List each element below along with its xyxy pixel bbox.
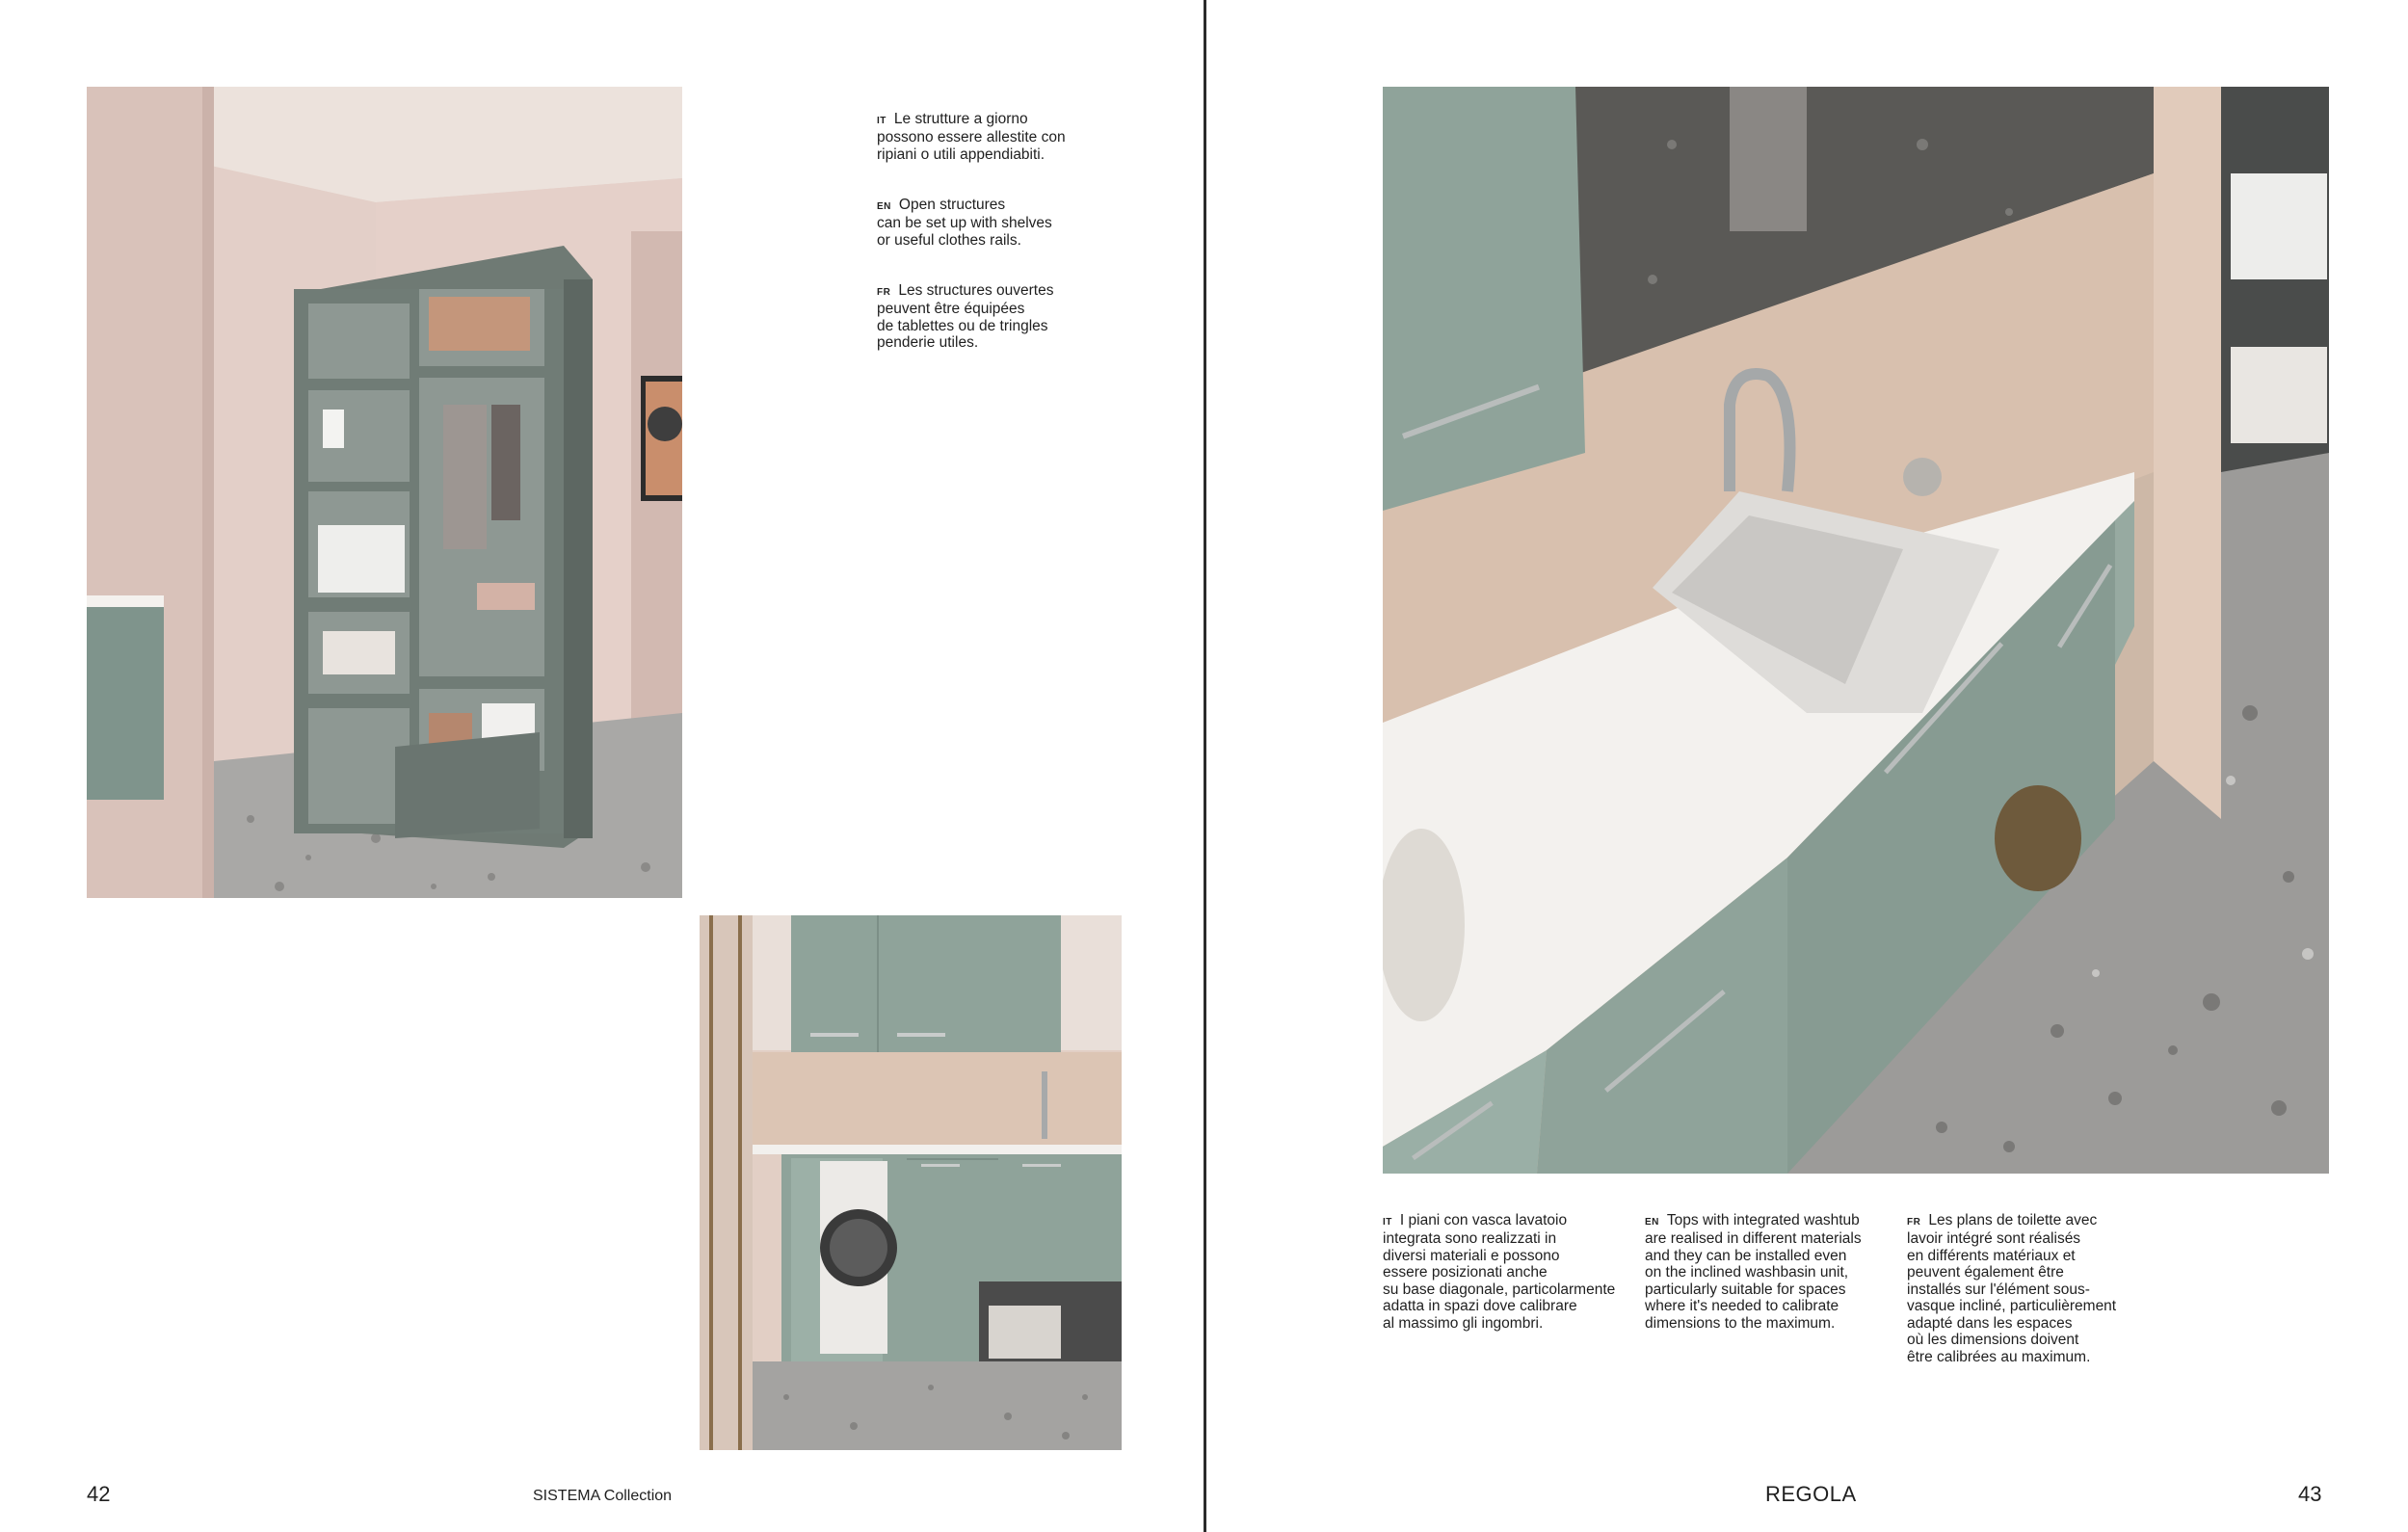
right-page: [1206, 0, 2408, 1532]
caption-text-fr: Les structures ouvertes peuvent être équipées de tablettes ou de tringles penderie utiles.: [877, 281, 1054, 351]
washtub-caption-en: [1645, 1195, 1905, 1332]
page-number-left: 42: [87, 1482, 111, 1506]
lang-label-en: EN: [1645, 1216, 1659, 1228]
washtub-photo: [1383, 87, 2329, 1174]
lang-label-it: IT: [877, 115, 886, 126]
caption-text-it: Le strutture a giorno possono essere allestite con ripiani o utili appendiabiti.: [877, 110, 1066, 163]
open-structures-caption: [877, 93, 1118, 384]
washtub-caption-it: [1383, 1195, 1643, 1332]
caption-text-en: Tops with integrated washtub are realised in different materials and they can be installed even on the inclined washbasin unit, particularly suitable for spaces where it's needed to calibrate dimensions to the maximum.: [1645, 1211, 1862, 1332]
washtub-caption-fr: [1907, 1195, 2167, 1365]
lang-label-it: IT: [1383, 1216, 1392, 1228]
lang-label-fr: FR: [1907, 1216, 1921, 1228]
caption-text-en: Open structures can be set up with shelves or useful clothes rails.: [877, 196, 1052, 249]
washer-cabinet-photo: [700, 915, 1122, 1450]
caption-text-fr: Les plans de toilette avec lavoir intégré sont réalisés en différents matériaux et peuvent également être installés sur l'élément sous- vasque incliné, particulièrement adapté dans les espaces où les dimensions doivent être calibrées au maximum.: [1907, 1211, 2117, 1365]
caption-fr: [877, 282, 1118, 352]
collection-footer: SISTEMA Collection: [533, 1488, 673, 1504]
page-number-right: 43: [2298, 1482, 2322, 1506]
caption-en: [877, 197, 1118, 250]
caption-text-it: I piani con vasca lavatoio integrata sono realizzati in diversi materiali e possono essere posizionati anche su base diagonale, particolarmente adatta in spazi dove calibrare al massimo gli ingombri.: [1383, 1211, 1616, 1332]
open-shelving-photo: [87, 87, 682, 898]
caption-it: [877, 111, 1118, 164]
lang-label-en: EN: [877, 200, 891, 212]
brand-footer: REGOLA: [1765, 1482, 1857, 1506]
lang-label-fr: FR: [877, 286, 891, 298]
